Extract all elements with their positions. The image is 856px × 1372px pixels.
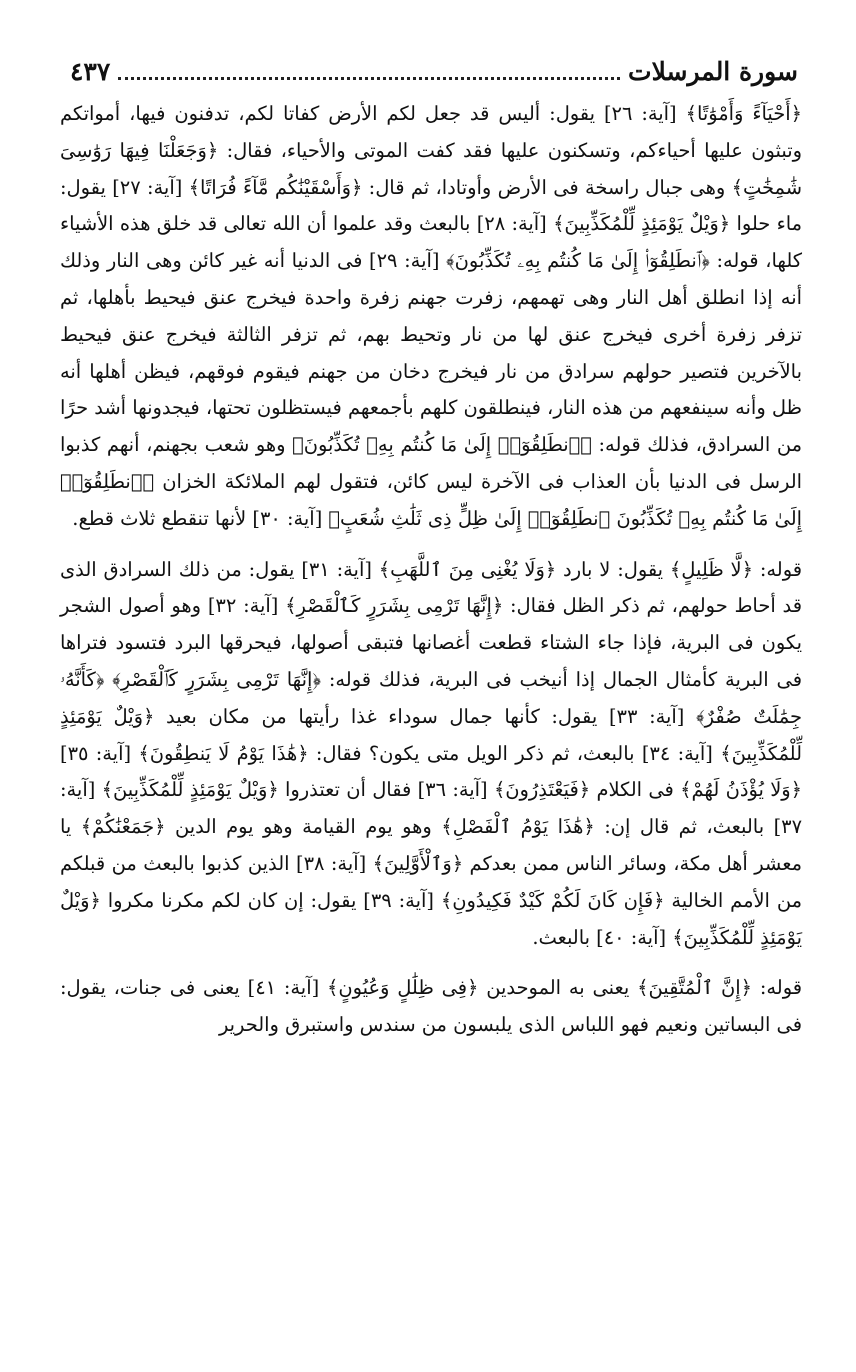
surah-title: سورة المرسلات [628,57,798,86]
page-header [70,48,798,86]
leader-dots [118,73,620,80]
tafsir-paragraph: قوله: ﴿لَّا ظَلِيلٍ﴾ يقول: لا بارد ﴿وَلَا يُغْنِى مِنَ ٱللَّهَبِ﴾ [آية: ٣١] يقول: من ذلك السرادق الذى قد أحاط حولهم، ثم ذكر الظل فقال: ﴿إِنَّهَا تَرْمِى بِشَرَرٍ كَٱلْقَصْرِ﴾ [آية: ٣٢] وهو أصول الشجر يكون فى البرية، فإذا جاء الشتاء قطعت أغصانها فتبقى أصولها، فيحرقها البرد فتسود فتراها فى البرية كأمثال الجمال إذا أنيخب فى البرية، فذلك قوله: ﴿إِنَّهَا تَرْمِى بِشَرَرٍ كَٱلْقَصْرِ﴾ ﴿كَأَنَّهُۥ جِمَٰلَتٌ صُفْرٌ﴾ [آية: ٣٣] يقول: كأنها جمال سوداء غذا رأيتها من مكان بعيد ﴿وَيْلٌ يَوْمَئِذٍ لِّلْمُكَذِّبِينَ﴾ [آية: ٣٤] بالبعث، ثم ذكر الويل متى يكون؟ فقال: ﴿هَٰذَا يَوْمُ لَا يَنطِقُونَ﴾ [آية: ٣٥] ﴿وَلَا يُؤْذَنُ لَهُمْ﴾ فى الكلام ﴿فَيَعْتَذِرُونَ﴾ [آية: ٣٦] فقال أن تعتذروا ﴿وَيْلٌ يَوْمَئِذٍ لِّلْمُكَذِّبِينَ﴾ [آية: ٣٧] بالبعث، ثم قال إن: ﴿هَٰذَا يَوْمُ ٱلْفَصْلِ﴾ وهو يوم القيامة وهو يوم الدين ﴿جَمَعْنَٰكُمْ﴾ يا معشر أهل مكة، وسائر الناس ممن بعدكم ﴿وَٱلْأَوَّلِينَ﴾ [آية: ٣٨] الذين كذبوا بالبعث من قبلكم من الأمم الخالية ﴿فَإِن كَانَ لَكُمْ كَيْدٌ فَكِيدُونِ﴾ [آية: ٣٩] يقول: إن كان لكم مكرنا مكروا ﴿وَيْلٌ يَوْمَئِذٍ لِّلْمُكَذِّبِينَ﴾ [آية: ٤٠] بالبعث. [60,557,802,949]
tafsir-paragraph: قوله: ﴿إِنَّ ٱلْمُتَّقِينَ﴾ يعنى به الموحدين ﴿فِى ظِلَٰلٍ وَعُيُونٍ﴾ [آية: ٤١] يعنى فى جنات، يقول: فى البساتين ونعيم فهو اللباس الذى يلبسون من سندس واستبرق والحرير [60,976,802,1037]
tafsir-paragraph: ﴿أَحْيَآءً وَأَمْوَٰتًا﴾ [آية: ٢٦] يقول: أليس قد جعل لكم الأرض كفاتا لكم، تدفنون فيها، أمواتكم وتبثون عليها أحياءكم، وتسكنون عليها فقد كفت الموتى والأحياء، فقال: ﴿وَجَعَلْنَا فِيهَا رَوَٰسِىَ شَٰمِخَٰتٍ﴾ وهى جبال راسخة فى الأرض وأوتادا، ثم قال: ﴿وَأَسْقَيْنَٰكُم مَّآءً فُرَاتًا﴾ [آية: ٢٧] يقول: ماء حلوا ﴿وَيْلٌ يَوْمَئِذٍ لِّلْمُكَذِّبِينَ﴾ [آية: ٢٨] بالبعث وقد علموا أن الله تعالى قد خلق هذه الأشياء كلها، قوله: ﴿ٱنطَلِقُوٓا۟ إِلَىٰ مَا كُنتُم بِهِۦ تُكَذِّبُونَ﴾ [آية: ٢٩] فى الدنيا أنه غير كائن وهى النار وذلك أنه إذا انطلق أهل النار وهى تهمهم، زفرت جهنم زفرة واحدة فيخرج عنق فيحيط بأهلها، ثم تزفر زفرة أخرى فيخرج عنق لها من نار وتحيط بهم، ثم تزفر الثالثة فيخرج عنق فيحيط بالآخرين فتصير حولهم سرادق من نار فيخرج دخان من جهنم فيقوم فوقهم، فيظن أهلها أنه ظل وأنه سينفعهم من هذه النار، فينطلقون كلهم بأجمعهم فيستظلون تحتها، فيجدونها أشد حرًا من السرادق، فذلك قوله: ﴿ٱنطَلِقُوٓا۟ إِلَىٰ مَا كُنتُم بِهِۦ تُكَذِّبُونَ﴾ وهو شعب بجهنم، أنهم كذبوا الرسل فى الدنيا بأن العذاب فى الآخرة ليس كائن، فتقول لهم الملائكة الخزان ﴿ٱنطَلِقُوٓا۟ إِلَىٰ مَا كُنتُم بِهِۦ تُكَذِّبُونَ ٱنطَلِقُوٓا۟ إِلَىٰ ظِلٍّ ذِى ثَلَٰثِ شُعَبٍ﴾ [آية: ٣٠] لأنها تنقطع ثلاث قطع. [60,102,803,530]
page-number: ٤٣٧ [70,57,111,86]
page-body [60,96,802,1332]
